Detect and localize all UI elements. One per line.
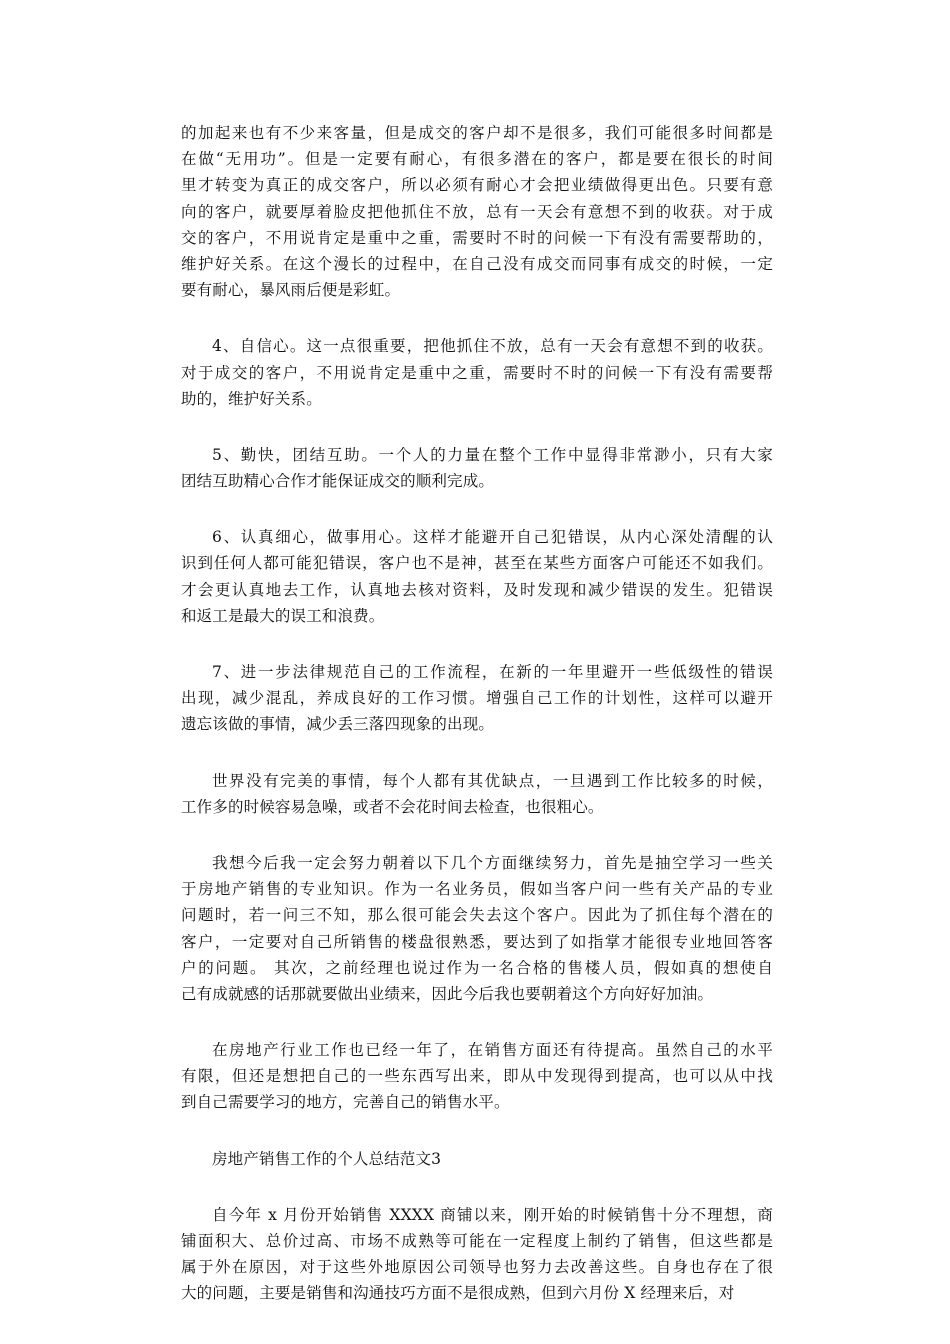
text-line: 5、勤快，团结互助。一个人的力量在整个工作中显得非常渺小，只有大家 xyxy=(212,445,773,464)
paragraph xyxy=(181,850,773,1007)
text-line: 有限，但还是想把自己的一些东西写出来，即从中发现得到提高，也可以从中找 xyxy=(181,1067,773,1086)
paragraph xyxy=(181,1037,773,1116)
text-line: 在房地产行业工作也已经一年了，在销售方面还有待提高。虽然自己的水平 xyxy=(212,1041,773,1060)
text-line: 房地产销售工作的个人总结范文3 xyxy=(212,1149,442,1168)
paragraph xyxy=(181,333,773,412)
text-line: 自今年 x 月份开始销售 XXXX 商铺以来，刚开始的时候销售十分不理想，商 xyxy=(212,1205,773,1224)
paragraph xyxy=(181,659,773,738)
text-line: 要有耐心，暴风雨后便是彩虹。 xyxy=(181,281,401,300)
text-line: 7、进一步法律规范自己的工作流程，在新的一年里避开一些低级性的错误 xyxy=(212,663,773,681)
text-line: 铺面积大、总价过高、市场不成熟等可能在一定程度上制约了销售，但这些都是 xyxy=(181,1232,773,1250)
text-line: 客户，一定要对自己所销售的楼盘很熟悉，要达到了如指掌才能很专业地回答客 xyxy=(181,932,773,951)
paragraph xyxy=(181,524,773,629)
text-line: 识到任何人都可能犯错误，客户也不是神，甚至在某些方面客户可能还不如我们。 xyxy=(181,554,773,573)
text-line: 于房地产销售的专业知识。作为一名业务员，假如当客户问一些有关产品的专业 xyxy=(181,880,773,899)
text-line: 才会更认真地去工作，认真地去核对资料，及时发现和减少错误的发生。犯错误 xyxy=(181,580,773,599)
text-line: 维护好关系。在这个漫长的过程中，在自己没有成交而同事有成交的时候，一定 xyxy=(181,254,773,273)
text-line: 4、自信心。这一点很重要，把他抓住不放，总有一天会有意想不到的收获。 xyxy=(212,337,773,356)
paragraph xyxy=(181,120,773,303)
paragraph xyxy=(181,768,773,820)
text-line: 世界没有完美的事情，每个人都有其优缺点，一旦遇到工作比较多的时候， xyxy=(212,771,773,790)
text-line: 己有成就感的话那就要做出业绩来，因此今后我也要朝着这个方向好好加油。 xyxy=(181,984,714,1003)
paragraph xyxy=(181,1146,773,1172)
text-line: 大的问题，主要是销售和沟通技巧方面不是很成熟，但到六月份 X 经理来后，对 xyxy=(181,1284,735,1303)
text-line: 我想今后我一定会努力朝着以下几个方面继续努力，首先是抽空学习一些关 xyxy=(212,853,773,872)
text-line: 问题时，若一问三不知，那么很可能会失去这个客户。因此为了抓住每个潜在的 xyxy=(181,906,773,925)
text-line: 在做“无用功”。但是一定要有耐心，有很多潜在的客户，都是要在很长的时间 xyxy=(181,150,773,169)
text-line: 遗忘该做的事情，减少丢三落四现象的出现。 xyxy=(181,715,495,734)
text-line: 和返工是最大的误工和浪费。 xyxy=(181,606,385,625)
paragraph xyxy=(181,1202,773,1307)
text-line: 到自己需要学习的地方，完善自己的销售水平。 xyxy=(181,1093,510,1112)
text-line: 里才转变为真正的成交客户，所以必须有耐心才会把业绩做得更出色。只要有意 xyxy=(181,176,773,195)
text-line: 属于外在原因，对于这些外地原因公司领导也努力去改善这些。自身也存在了很 xyxy=(181,1258,773,1277)
text-line: 交的客户，不用说肯定是重中之重，需要时不时的问候一下有没有需要帮助的， xyxy=(181,228,773,247)
text-line: 户的问题。 其次，之前经理也说过作为一名合格的售楼人员，假如真的想使自 xyxy=(181,958,773,977)
paragraph xyxy=(181,442,773,494)
text-line: 的加起来也有不少来客量，但是成交的客户却不是很多，我们可能很多时间都是 xyxy=(181,124,773,142)
text-line: 助的，维护好关系。 xyxy=(181,389,322,408)
text-line: 出现，减少混乱，养成良好的工作习惯。增强自己工作的计划性，这样可以避开 xyxy=(181,689,773,708)
text-line: 对于成交的客户，不用说肯定是重中之重，需要时不时的问候一下有没有需要帮 xyxy=(181,363,773,382)
document-page xyxy=(181,120,773,1337)
text-line: 工作多的时候容易急噪，或者不会花时间去检查，也很粗心。 xyxy=(181,797,604,816)
text-line: 团结互助精心合作才能保证成交的顺利完成。 xyxy=(181,472,495,491)
text-line: 6、认真细心，做事用心。这样才能避开自己犯错误，从内心深处清醒的认 xyxy=(212,528,773,547)
text-line: 向的客户，就要厚着脸皮把他抓住不放，总有一天会有意想不到的收获。对于成 xyxy=(181,202,773,221)
